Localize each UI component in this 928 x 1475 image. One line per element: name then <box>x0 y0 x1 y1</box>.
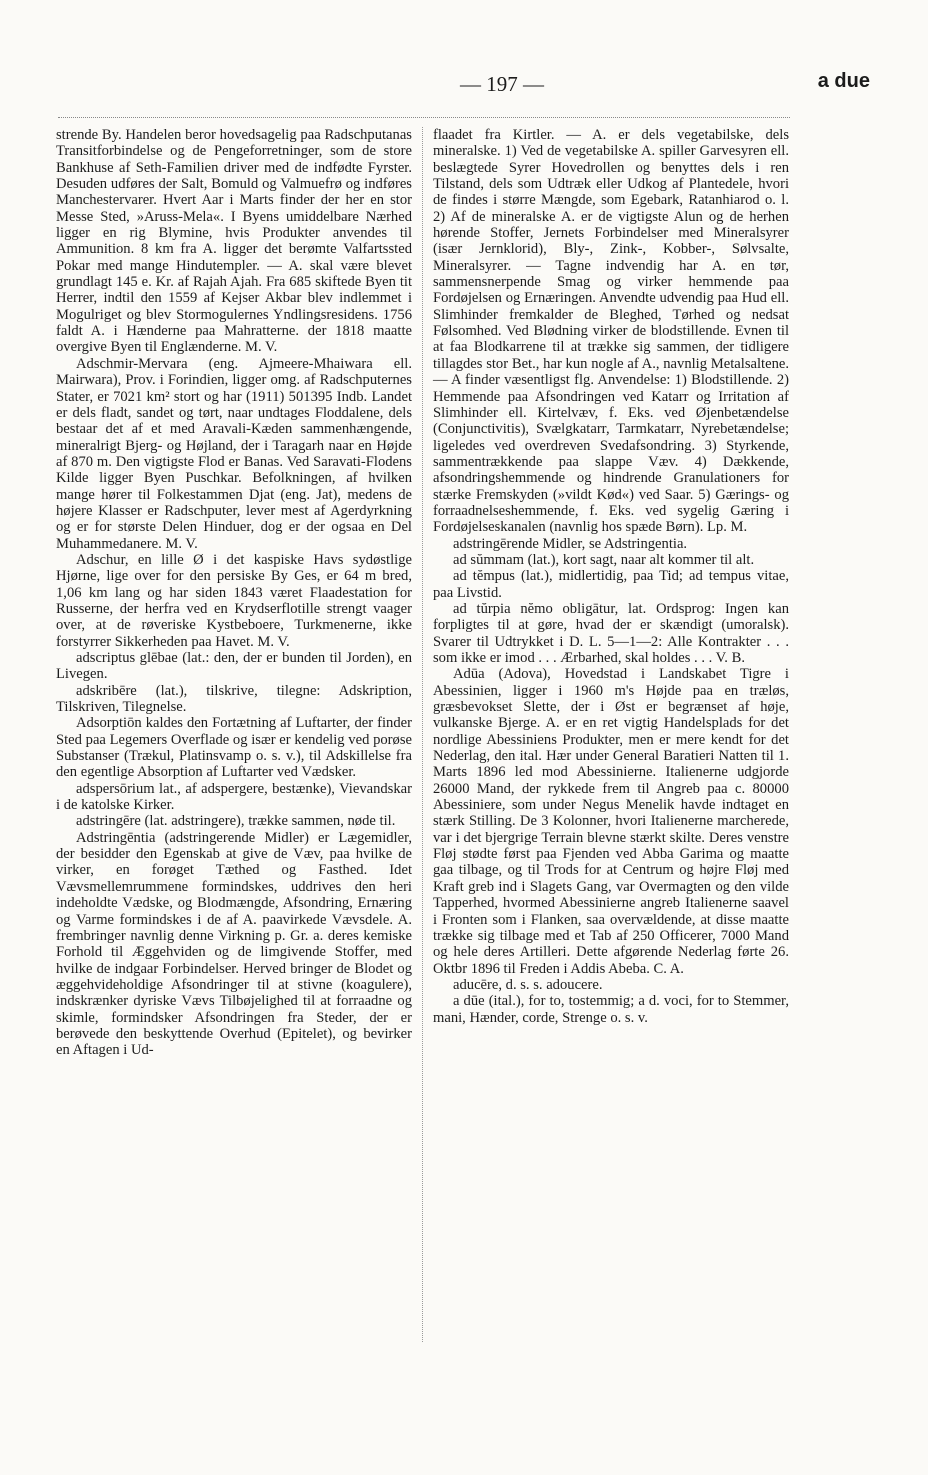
entry-ad-summam: ad sŭmmam (lat.), kort sagt, naar alt kommer til alt. <box>453 551 755 568</box>
entry-adstringere: adstringēre (lat. adstringere), trække sammen, nøde til. <box>76 813 396 830</box>
column-divider <box>422 127 423 1342</box>
entry-adspersorium: adspersōrium lat., af adspergere, bestænke), Vievandskar i de katolske Kirker. <box>56 780 412 814</box>
entry-adschur: Adschur, en lille Ø i det kaspiske Havs sydøstlige Hjørne, lige over for den persiske By Ges, er 64 m bred, 1,06 km lang og har siden 1843 været Flaadestation for Russerne, der herfra ved en Krydserflotille strengt vaager over, at de røveriske Kystbeboere, Turkmenerne, ikke forstyrrer Sikkerheden paa Havet. M. V. <box>56 551 412 650</box>
entry-ad-tempus: ad tĕmpus (lat.), midlertidig, paa Tid; ad tempus vitae, paa Livstid. <box>433 568 789 601</box>
entry-adscriptus-glebae: adscriptus glēbae (lat.: den, der er bunden til Jorden), en Livegen. <box>56 650 412 683</box>
right-column <box>433 127 789 1026</box>
entry-adstringerende-midler: adstringērende Midler, se Adstringentia. <box>453 535 688 552</box>
running-head: a due <box>817 70 870 92</box>
entry-adschmir-mervara: Adschmir-Mervara (eng. Ajmeere-Mhaiwara ell. Mairwara), Prov. i Forindien, ligger omg. af Radschputernes Stater, er 7021 km² stort og har (1911) 501395 Indb. Landet er dels fladt, sandet og tørt, naar undtages Floddalene, dels bestaar det af et med Aravali-Kæden sammenhængende, mineralrigt Bjerg- og Højland, der i Taragarh naar en Højde af 870 m. Den vigtigste Flod er Banas. Ved Saravati-Flodens Kilde ligger Byen Puschkar. Befolkningen, af hvilken mange hører til Folkestammen Djat (eng. Jat), medens de højere Klasser er Radschputer, lever mest af Agerdyrkning og er for største Delen Hinduer, dog er der ogsaa en Del Muhammedanere. M. V. <box>56 355 412 552</box>
entry-aducere: aducēre, d. s. s. adoucere. <box>453 976 603 993</box>
entry-ad-turpia: ad tŭrpia nĕmo obligātur, lat. Ordsprog: Ingen kan forpligtes til at gøre, hvad der er skændigt (umoralsk). Svarer til Udtrykket i D. L. 5—1—2: Alle Kontrakter . . . som ikke er imod . . . Ærbarhed, skal holdes . . . V. B. <box>433 600 789 666</box>
entry-text: strende By. Handelen beror hovedsagelig paa Radschputanas Transitforbindelse og de Pengeforretninger, som de store Bankhuse af Seth-Familien driver med de indfødte Fyrster. Desuden udføres der Salt, Bomuld og Valmuefrø og indføres Manchestervarer. Hvert Aar i Marts finder der her en stor Messe Sted, »Aruss-Mela«. I Byens umiddelbare Nærhed ligger en rig Blymine, hvis Produkter anvendes til Ammunition. 8 km fra A. ligger det berømte Valfartssted Pokar med mange Hindutempler. — A. skal være blevet grundlagt 145 e. Kr. af Rajah Ajah. Fra 685 skiftede Byen tit Herrer, indtil den 1559 af Kejser Akbar blev indlemmet i Mogulriget og blev Stormogulernes Yndlingsresidens. 1756 faldt A. i Hænderne paa Mahratterne. der 1818 maatte overgive Byen til Englænderne. M. V. <box>56 127 412 356</box>
entry-adstringentia: Adstringēntia (adstringerende Midler) er Lægemidler, der besidder den Egenskab at give de Væv, paa hvilke de virker, en forøget Tæthed og Fasthed. Idet Vævsmellemrummene formindskes, uddrives den heri indeholdte Vædske, og Blodmængde, Afsondring, Ernæring og Varme formindskes i de af A. paavirkede Vævsdele. A. frembringer navnlig denne Virkning p. Gr. a. deres kemiske Forhold til Æggehviden og de limgivende Stoffer, med hvilke de indgaar Forbindelser. Herved bringer de Blodet og æggehvideholdige Afsondringer til at stivne (koagulere), indskrænker dyriske Vævs Tilbøjelighed til at forraadne og skimle, formindsker Afsondringen fra Steder, der er berøvede den beskyttende Overhud (Epitelet), og bevirker en Aftagen i Ud- <box>56 829 412 1059</box>
entry-adsorption: Adsorptiōn kaldes den Fortætning af Luftarter, der finder Sted paa Legemers Overflade og især er kendelig ved porøse Substanser (Trækul, Platinsvamp o. s. v.), til Adskillelse fra den egentlige Absorption af Luftarter ved Vædsker. <box>56 715 412 781</box>
page-number: — 197 — <box>460 72 544 96</box>
left-column <box>56 127 412 1059</box>
entry-a-due: a dūe (ital.), for to, tostemmig; a d. voci, for to Stemmer, mani, Hænder, corde, Strenge o. s. v. <box>433 993 789 1026</box>
entry-text: flaadet fra Kirtler. — A. er dels vegetabilske, dels mineralske. 1) Ved de vegetabilske A. spiller Garvesyren ell. beslægtede Syrer Hovedrollen og benyttes dels i ren Tilstand, dels som Udtræk eller Udkog af Plantedele, hvori de findes i større Mængde, som Egebark, Ratanhiarod o. l. 2) Af de mineralske A. er de vigtigste Alun og de herhen hørende Stoffer, Jernets Forbindelser med Mineralsyrer (især Jernklorid), Bly-, Zink-, Kobber-, Sølvsalte, Mineralsyrer. — Tagne indvendig har A. en tør, sammensnerpende Smag og virker hemmende paa Fordøjelsen og Ernæringen. Anvendte udvendig paa Hud ell. Slimhinder fremkalder de Bleghed, Tørhed og nedsat Følsomhed. Ved Blødning virker de blodstillende. Evnen til at faa Blodkarrene til at trække sig sammen, der tidligere tillagdes stor Bet., har kun nogle af A., navnlig Metalsaltene. — A finder væsentligst flg. Anvendelse: 1) Blodstillende. 2) Hemmende paa Afsondringen ved Katarr og Irritation af Slimhinder ell. Kirtelvæv, f. Eks. ved Øjenbetændelse (Conjunctivitis), Svælgkatarr, Tarmkatarr, Nyrebetændelse; ligeledes ved overdreven Svedafsondring. 3) Styrkende, sammentrækkende paa slappe Væv. 4) Dækkende, afsondringshemmende og hindrende Granulationers for stærke Fremskyden (»vildt Kød«) ved Saar. 5) Gærings- og forraadnelseshemmende, f. Eks. ved sygelig Gæring i Fordøjelseskanalen (navnlig hos spæde Børn). Lp. M. <box>433 127 789 536</box>
entry-adua: Adūa (Adova), Hovedstad i Landskabet Tigre i Abessinien, ligger i 1960 m's Højde paa en træløs, græsbevokset Slette, der i Øst er begrænset af høje, vulkanske Bjerge. A. er en ret vigtig Handelsplads for det nordlige Abessiniens Produkter, men er mere kendt for det Nederlag, den ital. Hær under General Baratieri Natten til 1. Marts 1896 led mod Abessinierne. Italienerne udgjorde 26000 Mand, der rykkede frem til Angreb paa c. 80000 Abessiniere, som under Negus Menelik havde indtaget en stærk Stilling. De 3 Kolonner, hvori Italienerne marcherede, var i det bjergrige Terrain blevne stærkt skilte. Deres venstre Fløj stødte først paa Fjenden ved Abba Garima og maatte gaa tilbage, og til Trods for at Centrum og højre Fløj med Kraft greb ind i Slagets Gang, var Overmagten og den vilde Tapperhed, hvormed Abessinierne angreb Italienerne saavel i Fronten som i Flanken, saa overvældende, at disse maatte trække sig tilbage med et Tab af 250 Officerer, 7000 Mand og hele deres Artilleri. Dette afgørende Nederlag førte 26. Oktbr 1896 til Freden i Addis Abeba. C. A. <box>433 666 789 977</box>
header-rule <box>58 117 790 118</box>
page-header <box>58 70 870 102</box>
entry-adskribere: adskribēre (lat.), tilskrive, tilegne: Adskription, Tilskriven, Tilegnelse. <box>56 682 412 716</box>
